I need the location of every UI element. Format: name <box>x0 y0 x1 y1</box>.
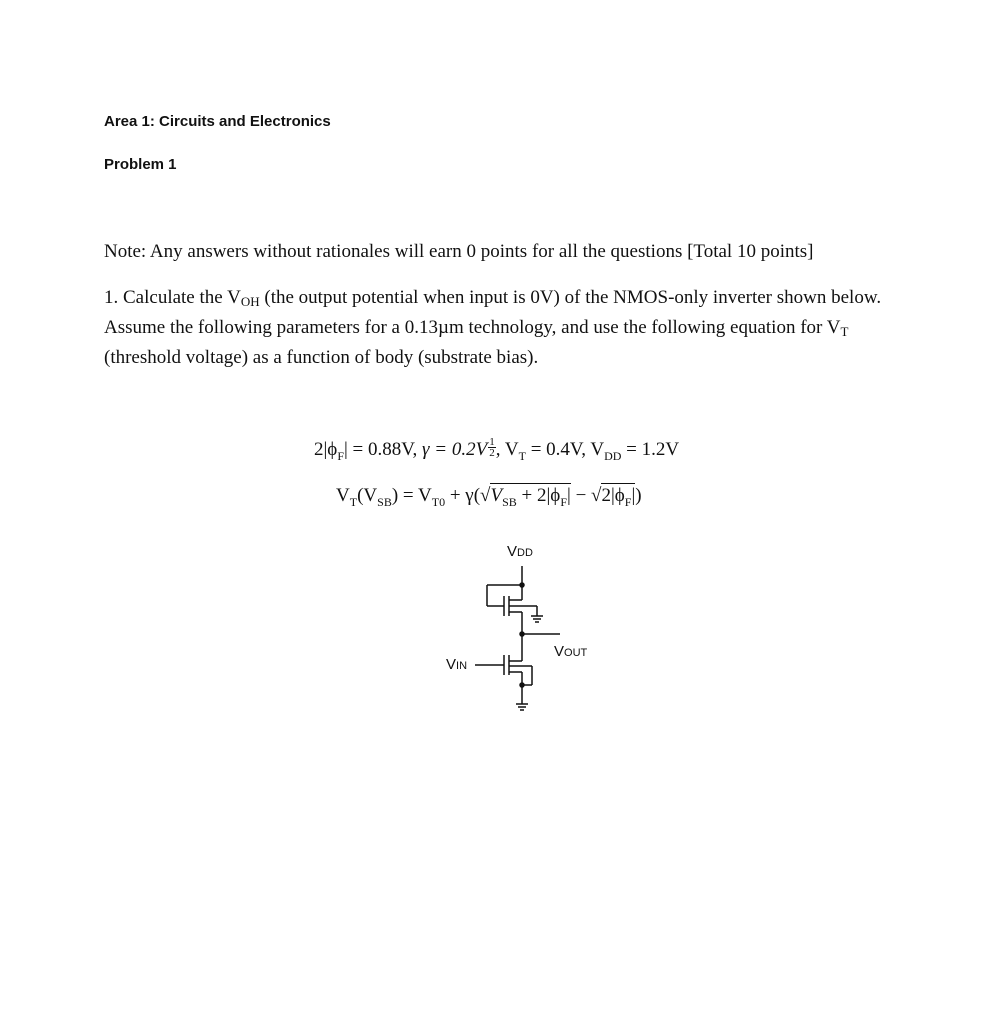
vin-label: VIN <box>446 656 468 673</box>
note-text: Note: Any answers without rationales will earn 0 points for all the questions [Total 10 points] <box>104 241 814 262</box>
parameter-equation: $2|\phi_F| = 0.88V$, γ = 0.2V $\frac{1}{2}$ , $V_T = 0.4V$, $V_{DD} = 1.2V$ <box>314 436 680 463</box>
question-1-line-3: (threshold voltage) as a function of body (substrate bias). <box>104 347 539 368</box>
sqrt-term-2: $2|\phi_F|$ <box>601 485 636 509</box>
sqrt-sign-icon: √ <box>591 485 602 506</box>
area-title: Area 1: Circuits and Electronics <box>104 113 331 130</box>
vdd-label: VDD <box>507 543 533 560</box>
exponent-fraction: $\frac{1}{2}$ <box>489 436 495 459</box>
sqrt-term-1: $V_{SB} + 2|\phi_F|$ <box>490 485 571 509</box>
question-1-line-2: Assume the following parameters for a 0.13µm technology, and use the following equation for $V_T$ <box>104 317 849 339</box>
vout-label: VOUT <box>554 643 588 660</box>
problem-title: Problem 1 <box>104 156 177 173</box>
question-1 <box>104 285 924 371</box>
question-1-line-1: 1. Calculate the $V_{OH}$ (the output potential when input is 0V) of the NMOS-only inverter shown below. <box>104 287 882 309</box>
sqrt-sign-icon: √ <box>480 485 491 506</box>
circuit-schematic-icon <box>440 538 610 718</box>
threshold-equation: $V_T(V_{SB}) = V_{T0} + \gamma(√V_{SB} + 2|\phi_F| - √2|\phi_F|)$ <box>336 485 642 509</box>
nmos-inverter-circuit <box>440 538 610 718</box>
